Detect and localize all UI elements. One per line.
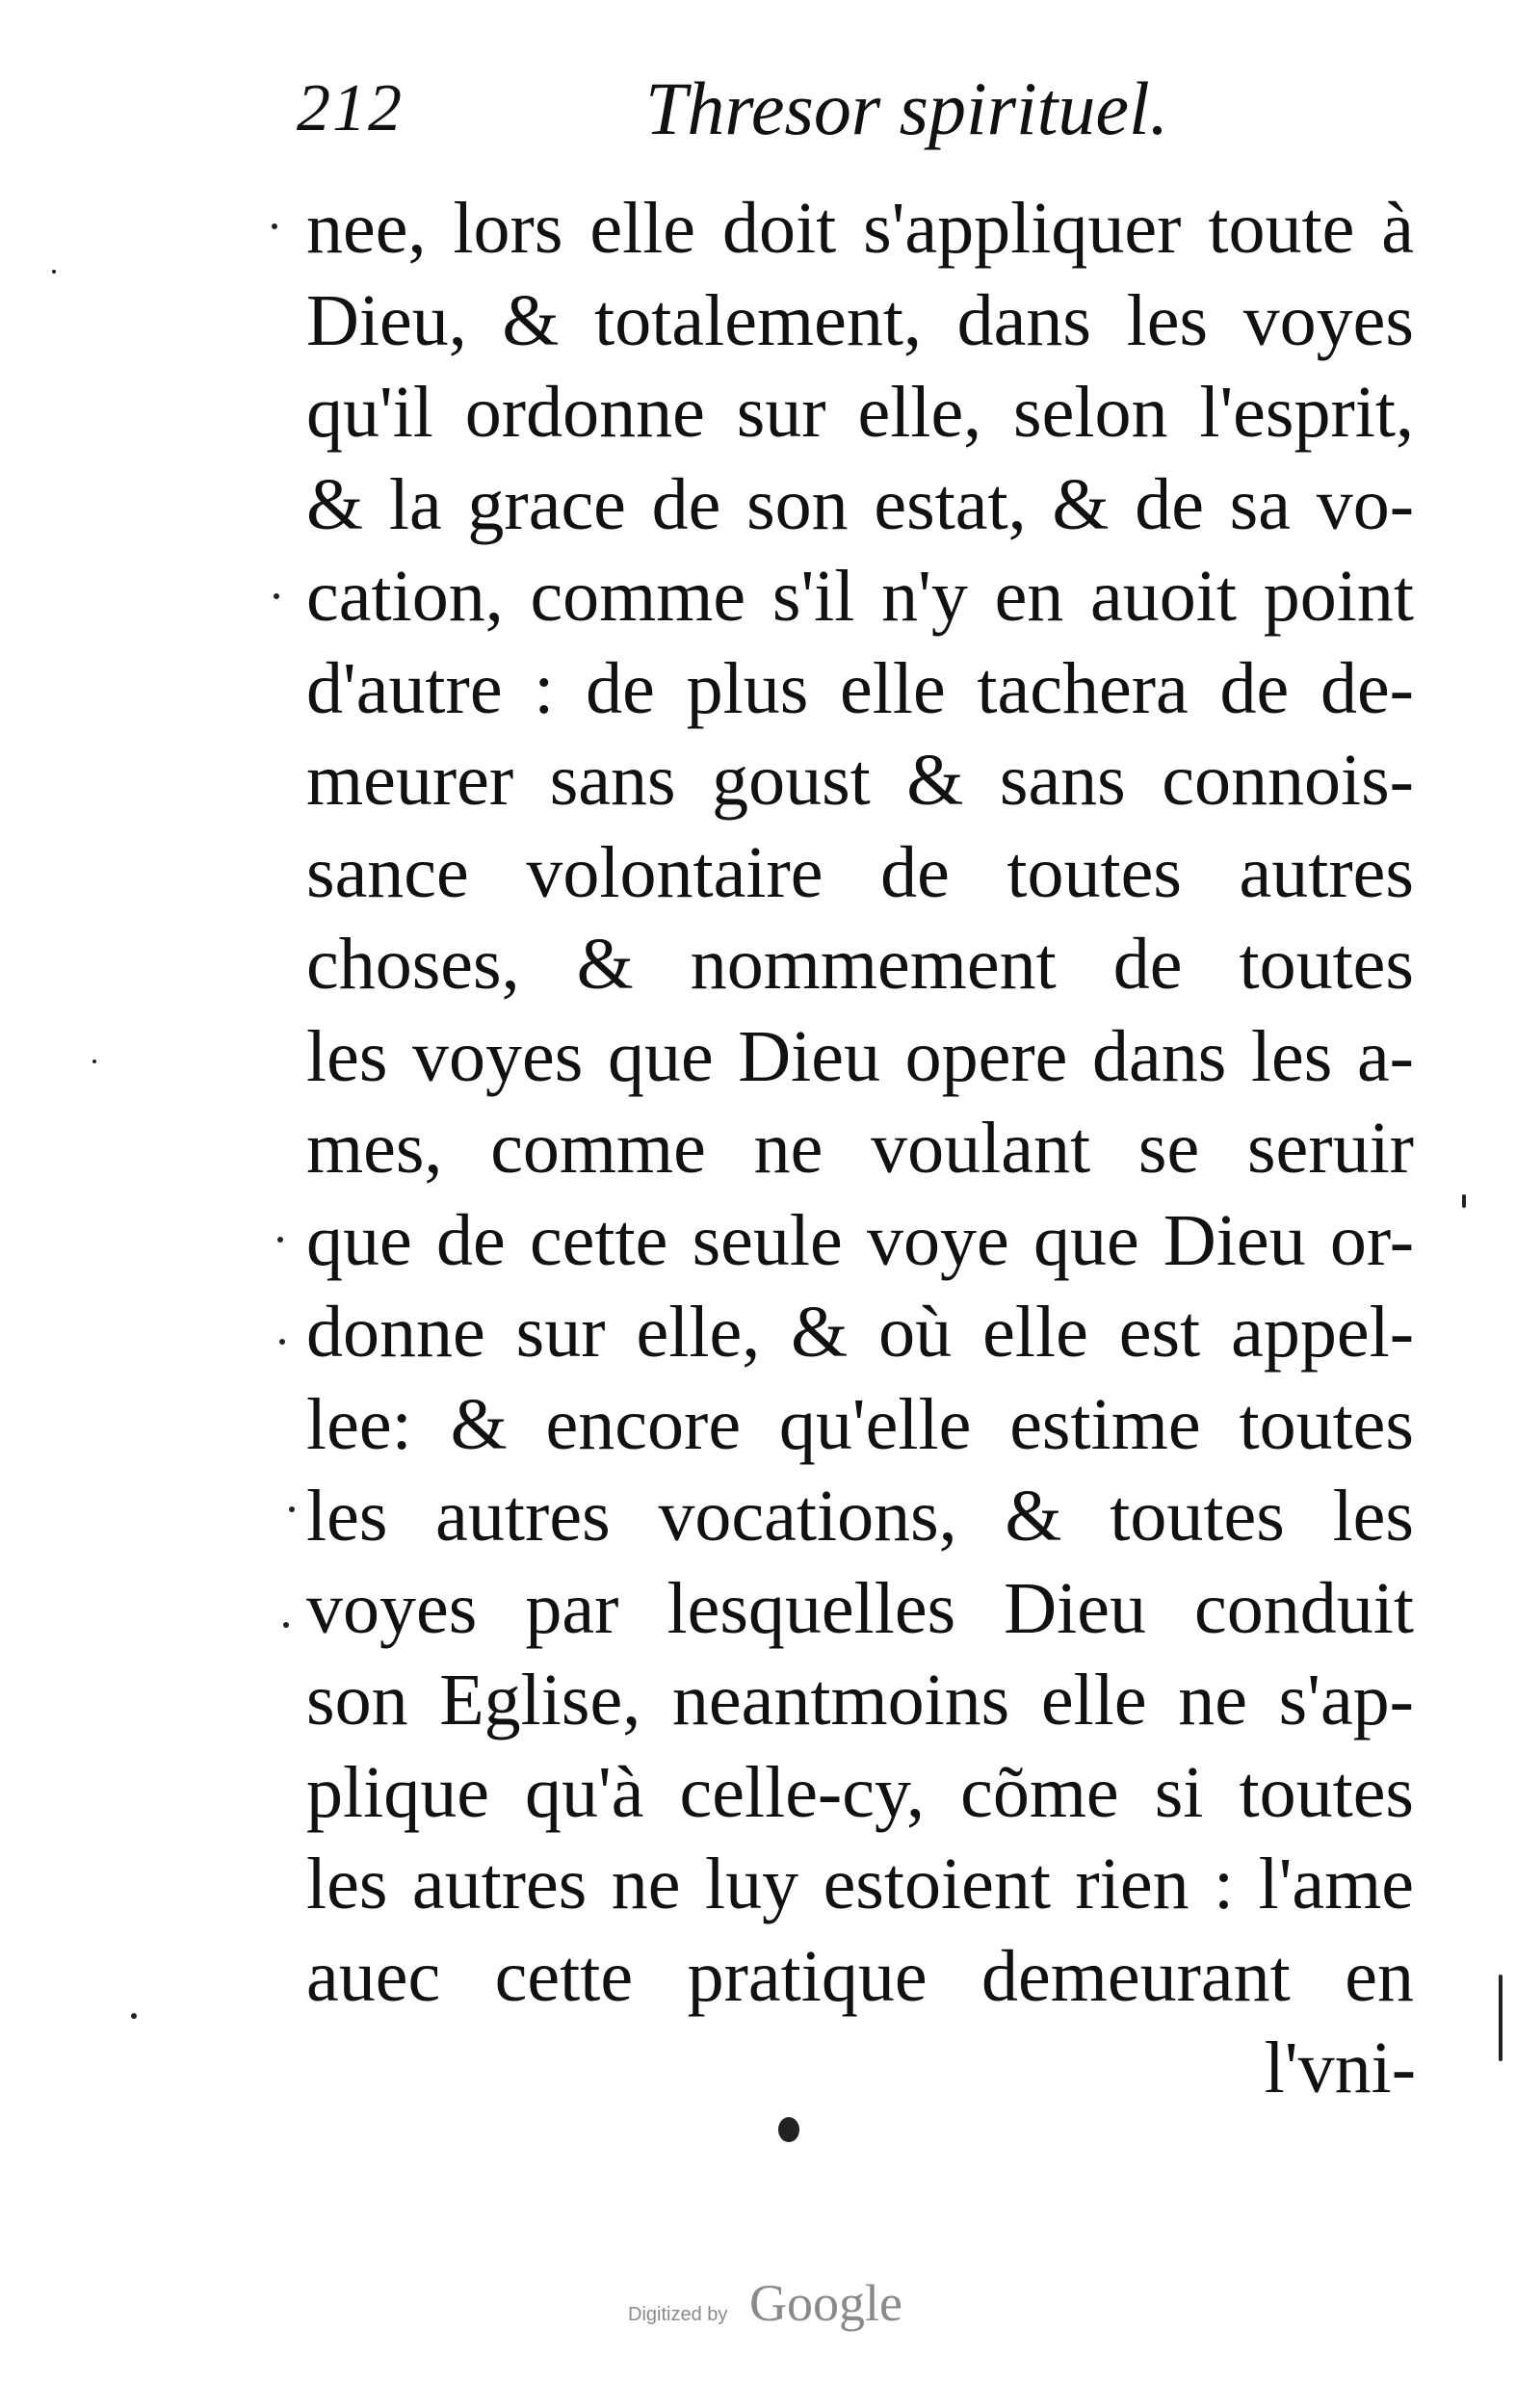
ink-speck — [272, 223, 277, 229]
text-line: auec cette pratique demeurant en — [306, 1935, 1414, 2017]
ink-speck — [131, 2013, 137, 2019]
text-line: & la grace de son estat, & de sa vo- — [306, 463, 1414, 545]
text-line: que de cette seule voye que Dieu or- — [306, 1199, 1414, 1281]
ink-speck — [1462, 1194, 1466, 1208]
ink-speck — [277, 1237, 283, 1243]
text-line: les voyes que Dieu opere dans les a- — [306, 1015, 1414, 1097]
digitization-watermark — [616, 2273, 944, 2341]
ink-speck — [92, 1060, 96, 1063]
body-text — [306, 183, 1414, 2023]
catchword: l'vni- — [1264, 2028, 1416, 2108]
ink-speck — [778, 2117, 799, 2142]
text-line: voyes par lesquelles Dieu conduit — [306, 1567, 1414, 1649]
ink-speck — [289, 1506, 295, 1512]
text-line: donne sur elle, & où elle est appel- — [306, 1292, 1414, 1373]
ink-speck — [283, 1622, 289, 1628]
page-header — [289, 56, 1185, 162]
running-title: Thresor spirituel. — [645, 66, 1169, 150]
text-line: mes, comme ne voulant se seruir — [306, 1108, 1414, 1189]
text-line: lee: & encore qu'elle estime toutes — [306, 1383, 1414, 1465]
page-number: 212 — [297, 71, 404, 145]
text-line: d'autre : de plus elle tachera de de- — [306, 647, 1414, 729]
text-line: plique qu'à celle-cy, cõme si toutes — [306, 1751, 1414, 1833]
ink-speck — [52, 270, 56, 274]
ink-speck — [279, 1339, 285, 1345]
text-line: choses, & nommement de toutes — [306, 924, 1414, 1005]
ink-speck — [1499, 1975, 1503, 2061]
text-line: Dieu, & totalement, dans les voyes — [306, 279, 1414, 361]
text-line: cation, comme s'il n'y en auoit point — [306, 556, 1414, 637]
ink-speck — [274, 593, 279, 599]
text-line: les autres vocations, & toutes les — [306, 1476, 1414, 1557]
text-line: les autres ne luy estoient rien : l'ame — [306, 1844, 1414, 1924]
text-line: meurer sans goust & sans connois- — [306, 740, 1414, 821]
text-line: qu'il ordonne sur elle, selon l'esprit, — [306, 372, 1414, 453]
text-line: son Eglise, neantmoins elle ne s'ap- — [306, 1660, 1414, 1741]
text-line: sance volontaire de toutes autres — [306, 831, 1414, 913]
digitized-by-label: Digitized by — [628, 2304, 728, 2325]
google-logo: Google — [749, 2274, 902, 2332]
text-line: nee, lors elle doit s'appliquer toute à — [306, 188, 1414, 269]
